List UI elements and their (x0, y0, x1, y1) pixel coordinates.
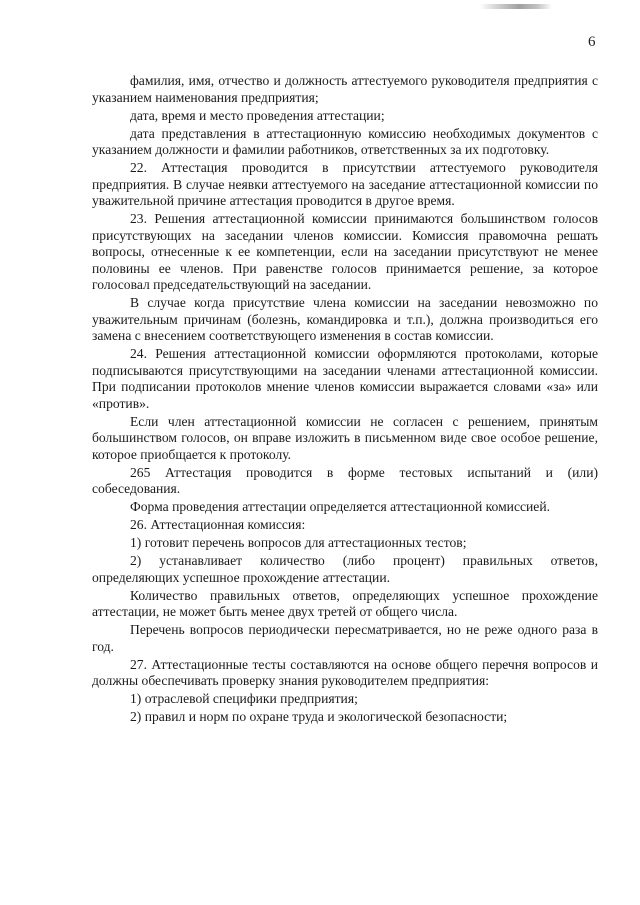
paragraph: Форма проведения аттестации определяется аттестационной комиссией. (130, 499, 550, 514)
paragraph: дата, время и место проведения аттестации; (130, 107, 385, 123)
paragraph: 265 Аттестация проводится в форме тестовых испытаний и (или) собеседования. (92, 464, 598, 496)
scan-artifact (480, 4, 552, 9)
paragraph: Если член аттестационной комиссии не согласен с решением, принятым большинством голосов, он вправе изложить в письменном виде свое особое решение, которое приобщается к протоколу. (92, 413, 598, 462)
document-body (92, 73, 598, 726)
paragraph: фамилия, имя, отчество и должность аттестуемого руководителя предприятия с указанием наименования предприятия; (92, 73, 598, 105)
paragraph: 26. Аттестационная комиссия: (130, 517, 306, 532)
paragraph: 1) готовит перечень вопросов для аттестационных тестов; (130, 535, 467, 550)
paragraph: В случае когда присутствие члена комиссии на заседании невозможно по уважительным причинам (болезнь, командировка и т.п.), должна производиться его замена с внесением соответствующего изменения в состав комиссии. (92, 295, 598, 343)
paragraph: 2) правил и норм по охране труда и экологической безопасности; (130, 709, 508, 724)
paragraph: Количество правильных ответов, определяющих успешное прохождение аттестации, не может быть менее двух третей от общего числа. (92, 587, 598, 619)
page-number: 6 (588, 34, 596, 50)
paragraph: дата представления в аттестационную комиссию необходимых документов с указанием должности и фамилии работников, ответственных за их подготовку. (92, 125, 598, 157)
paragraph: Перечень вопросов периодически пересматривается, но не реже одного раза в год. (92, 622, 598, 654)
paragraph: 23. Решения аттестационной комиссии принимаются большинством голосов присутствующих на заседании членов комиссии. Комиссия правомочна решать вопросы, отнесенные к ее компетенции, если на заседании присутствуют не менее половины ее членов. При равенстве голосов принимается решение, за которое голосовал председательствующий на заседании. (92, 211, 598, 292)
paragraph: 22. Аттестация проводится в присутствии аттестуемого руководителя предприятия. В случае неявки аттестуемого на заседание аттестационной комиссии по уважительной причине аттестация проводится в другое время. (92, 160, 598, 208)
paragraph: 1) отраслевой специфики предприятия; (130, 691, 358, 706)
paragraph: 27. Аттестационные тесты составляются на основе общего перечня вопросов и должны обеспечивать проверку знания руководителем предприятия: (92, 656, 598, 688)
paragraph: 2) устанавливает количество (либо процент) правильных ответов, определяющих успешное прохождение аттестации. (92, 553, 598, 585)
paragraph: 24. Решения аттестационной комиссии оформляются протоколами, которые подписываются присутствующими на заседании членами аттестационной комиссии. При подписании протоколов мнение членов комиссии выражается словами «за» или «против». (92, 346, 598, 411)
